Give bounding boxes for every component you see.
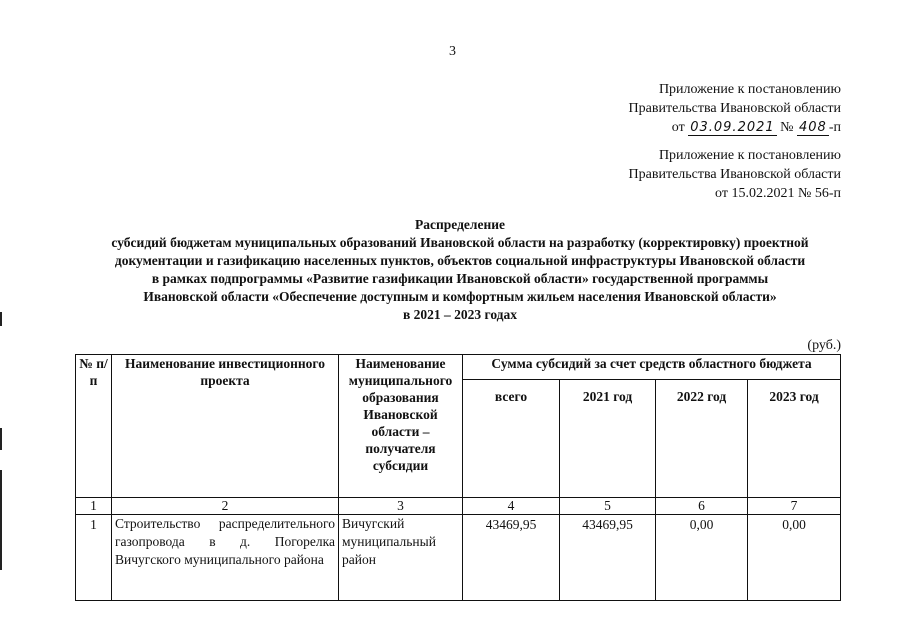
row-total: 43469,95 — [463, 515, 560, 601]
column-number: 6 — [656, 498, 748, 515]
appendix-old-line2: Правительства Ивановской области — [628, 167, 841, 182]
column-number: 7 — [748, 498, 841, 515]
column-number: 1 — [76, 498, 112, 515]
column-number: 3 — [339, 498, 463, 515]
header-municipality: Наименование муниципального образования Ивановской области – получателя субсидии — [339, 355, 463, 498]
appendix-new-date: 03.09.2021 — [690, 120, 775, 135]
column-number: 2 — [112, 498, 339, 515]
title-line2: субсидий бюджетам муниципальных образований Ивановской области на разработку (корректировку) проектной — [111, 235, 809, 250]
title-line6: в 2021 – 2023 годах — [402, 307, 518, 322]
column-number: 4 — [463, 498, 560, 515]
appendix-new-suffix: -п — [828, 120, 841, 135]
header-total: всего — [463, 380, 560, 498]
header-project: Наименование инвестиционного проекта — [112, 355, 339, 498]
column-number: 5 — [560, 498, 656, 515]
appendix-new-no-sign: № — [780, 120, 794, 135]
row-2023: 0,00 — [748, 515, 841, 601]
row-no: 1 — [76, 515, 112, 601]
scan-mark — [0, 470, 2, 570]
row-project: Строительство распределительного газопровода в д. Погорелка Вичугского муниципального района — [112, 515, 339, 601]
row-2021: 43469,95 — [560, 515, 656, 601]
subsidy-table — [75, 354, 841, 601]
appendix-new-line2: Правительства Ивановской области — [628, 101, 841, 116]
column-number-row — [76, 498, 841, 515]
header-sum-group: Сумма субсидий за счет средств областного бюджета — [463, 355, 841, 380]
currency-unit: (руб.) — [807, 338, 841, 353]
scan-mark — [0, 312, 2, 326]
header-no: № п/п — [76, 355, 112, 498]
header-2023: 2023 год — [748, 380, 841, 498]
page-number: 3 — [449, 44, 456, 59]
title-line4: в рамках подпрограммы «Развитие газификации Ивановской области» государственной программы — [151, 271, 769, 286]
header-2022: 2022 год — [656, 380, 748, 498]
title-line1: Распределение — [414, 217, 506, 232]
appendix-new-line1: Приложение к постановлению — [658, 82, 841, 97]
header-2021: 2021 год — [560, 380, 656, 498]
table-row — [76, 515, 841, 601]
appendix-new-line3 — [629, 118, 841, 137]
appendix-new-number: 408 — [799, 120, 827, 135]
appendix-old-line1: Приложение к постановлению — [658, 148, 841, 163]
appendix-new — [629, 80, 841, 137]
title-line5: Ивановской области «Обеспечение доступным и комфортным жильем населения Ивановской области» — [143, 289, 777, 304]
appendix-new-prefix: от — [671, 120, 685, 135]
appendix-old-line3: от 15.02.2021 № 56-п — [715, 186, 841, 201]
row-municipality: Вичугский муниципальный район — [339, 515, 463, 601]
row-2022: 0,00 — [656, 515, 748, 601]
scan-mark — [0, 428, 2, 450]
appendix-old — [629, 146, 841, 203]
document-title — [60, 216, 860, 324]
title-line3: документации и газификацию населенных пунктов, объектов социальной инфраструктуры Ивановской области — [114, 253, 806, 268]
